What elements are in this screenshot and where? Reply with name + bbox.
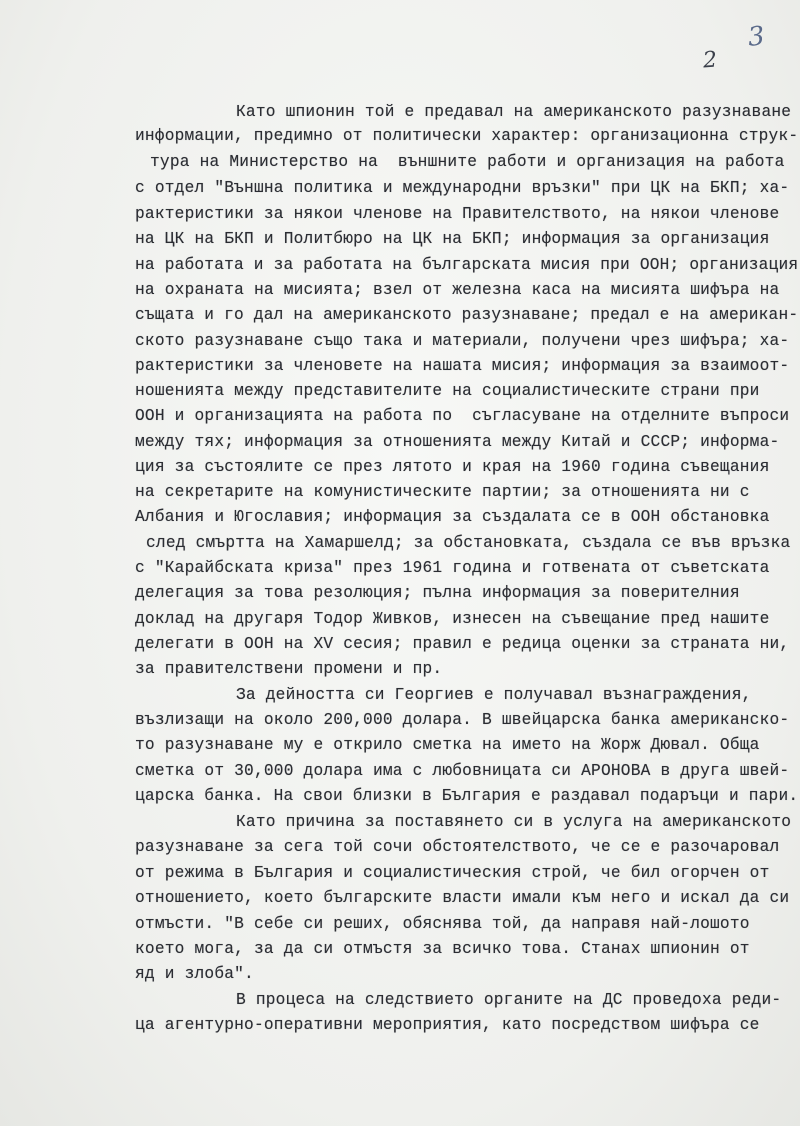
text-line: за правителствени промени и пр. [135,660,443,678]
text-line: Като шпионин той е предавал на американското разузнаване [236,103,792,121]
text-line: За дейността си Георгиев е получавал възнаграждения, [236,686,752,704]
text-line: рактеристики за членовете на нашата мисия; информация за взаимоот- [135,357,790,375]
text-line: което мога, за да си отмъстя за всичко това. Станах шпионин от [135,940,750,958]
text-line: с отдел "Външна политика и международни връзки" при ЦК на БКП; ха- [135,179,790,197]
text-line: отношението, което българските власти имали към него и искал да си [135,889,790,907]
text-line: ца агентурно-оперативни мероприятия, като посредством шифъра се [135,1016,760,1034]
text-line: отмъсти. "В себе си реших, обяснява той, да направя най-лошото [135,915,750,933]
text-line: същата и го дал на американското разузнаване; предал е на американ- [135,306,799,324]
text-line: то разузнаване му е открило сметка на името на Жорж Дювал. Обща [135,736,760,754]
text-line: ското разузнаване също така и материали, получени чрез шифъра; ха- [135,332,790,350]
text-line: разузнаване за сега той сочи обстоятелството, че се е разочаровал [135,838,780,856]
text-line: на охраната на мисията; взел от железна каса на мисията шифъра на [135,281,780,299]
text-line: на ЦК на БКП и Политбюро на ЦК на БКП; информация за организация [135,230,770,248]
text-line: ция за състоялите се през лятото и края на 1960 година съвещания [135,458,770,476]
text-line: тура на Министерство на външните работи и организация на работа [150,153,785,171]
text-line: Албания и Югославия; информация за създалата се в ООН обстановка [135,508,770,526]
text-line: делегати в ООН на ХV сесия; правил е редица оценки за страната ни, [135,635,790,653]
text-line: на секретарите на комунистическите партии; за отношенията ни с [135,483,750,501]
text-line: на работата и за работата на българската мисия при ООН; организация [135,256,799,274]
handwritten-page-number: 3 [746,21,767,53]
text-line: доклад на другаря Тодор Живков, изнесен на съвещание пред нашите [135,610,770,628]
text-line: от режима в България и социалистическия строй, че бил огорчен от [135,864,770,882]
text-line: Като причина за поставянето си в услуга на американското [236,813,792,831]
text-line: между тях; информация за отношенията между Китай и СССР; информа- [135,433,780,451]
text-line: информации, предимно от политически характер: организационна струк- [135,127,799,145]
typed-page-number: 2 [702,47,718,74]
text-line: с "Карайбската криза" през 1961 година и готвената от съветската [135,559,770,577]
text-line: царска банка. На свои близки в България е раздавал подаръци и пари. [135,787,799,805]
text-line: ООН и организацията на работа по съгласуване на отделните въпроси [135,407,790,425]
text-line: възлизащи на около 200,000 долара. В швейцарска банка американско- [135,711,790,729]
text-line: след смъртта на Хамаршелд; за обстановката, създала се във връзка [146,534,791,552]
text-line: В процеса на следствието органите на ДС проведоха реди- [236,991,782,1009]
text-line: яд и злоба". [135,965,254,983]
text-line: ношенията между представителите на социалистическите страни при [135,382,760,400]
text-line: рактеристики за някои членове на Правителството, на някои членове [135,205,780,223]
text-line: сметка от 30,000 долара има с любовницата си АРОНОВА в друга швей- [135,762,790,780]
text-line: делегация за това резолюция; пълна информация за поверителния [135,584,740,602]
